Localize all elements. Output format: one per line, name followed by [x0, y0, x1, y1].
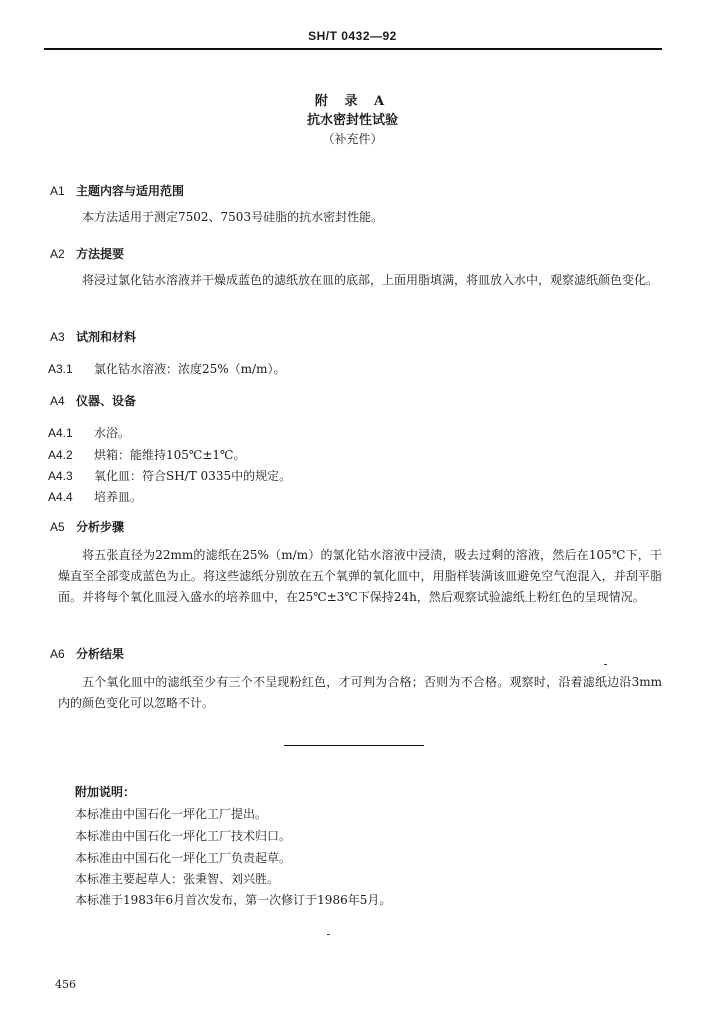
section-number: A6	[50, 647, 65, 661]
note-line: 本标准于1983年6月首次发布，第一次修订于1986年5月。	[75, 893, 392, 907]
appendix-label: 附 录 A	[314, 94, 391, 109]
section-title: 分析结果	[76, 647, 125, 661]
additional-notes-title: 附加说明：	[75, 785, 136, 799]
item-a4-1	[48, 424, 130, 441]
item-a4-4	[48, 488, 142, 505]
appendix-title: 抗水密封性试验	[306, 113, 398, 128]
section-number: A1	[50, 184, 65, 198]
header-rule	[44, 48, 662, 50]
item-a4-3	[48, 467, 291, 484]
section-heading-a5	[50, 518, 124, 535]
item-number: A3.1	[48, 362, 73, 376]
section-number: A4	[50, 394, 65, 408]
paragraph-a1: 本方法适用于测定7502、7503号硅脂的抗水密封性能。	[82, 210, 384, 224]
page-number: 456	[55, 978, 76, 991]
item-text: 氯化钴水溶液：浓度25%（m/m）。	[94, 362, 286, 376]
section-number: A3	[50, 330, 65, 344]
scan-speck	[327, 934, 330, 935]
section-title: 仪器、设备	[76, 394, 137, 408]
note-line: 本标准由中国石化一坪化工厂技术归口。	[75, 829, 292, 843]
item-number: A4.2	[48, 448, 73, 462]
section-number: A5	[50, 520, 65, 534]
section-title: 分析步骤	[76, 520, 125, 534]
item-number: A4.1	[48, 426, 73, 440]
item-a4-2	[48, 446, 245, 463]
section-title: 试剂和材料	[76, 330, 137, 344]
section-title: 方法提要	[76, 247, 125, 261]
section-heading-a6	[50, 645, 124, 662]
item-number: A4.4	[48, 490, 73, 504]
paragraph-a2: 将浸过氯化钴水溶液并干燥成蓝色的滤纸放在皿的底部，上面用脂填满，将皿放入水中，观察滤纸颜色变化。	[82, 273, 659, 287]
section-heading-a3	[50, 328, 136, 345]
section-heading-a1	[50, 182, 184, 199]
note-line: 本标准主要起草人：张秉智、刘兴胜。	[75, 872, 280, 886]
item-a3-1	[48, 360, 285, 377]
item-text: 培养皿。	[94, 490, 143, 504]
section-heading-a2	[50, 245, 124, 262]
item-text: 烘箱：能维持105℃±1℃。	[94, 448, 246, 462]
item-text: 氧化皿：符合SH/T 0335中的规定。	[94, 469, 292, 483]
paragraph-a6: 五个氧化皿中的滤纸至少有三个不呈现粉红色，才可判为合格；否则为不合格。观察时，沿着滤纸边沿3mm内的颜色变化可以忽略不计。	[58, 675, 662, 710]
scan-speck	[604, 664, 607, 665]
item-number: A4.3	[48, 469, 73, 483]
appendix-type: （补充件）	[322, 132, 383, 146]
end-rule	[284, 745, 424, 746]
header-standard-code: SH/T 0432—92	[308, 29, 397, 43]
section-heading-a4	[50, 392, 136, 409]
paragraph-a5: 将五张直径为22mm的滤纸在25%（m/m）的氯化钴水溶液中浸渍，吸去过剩的溶液，然后在105℃下，干燥直至全部变成蓝色为止。将这些滤纸分别放在五个氧弹的氧化皿中，用脂样装满该皿避免空气泡混入，并刮平脂面。并将每个氧化皿浸入盛水的培养皿中，在25℃±3℃下保持24h，然后观察试验滤纸上粉红色的呈现情况。	[58, 548, 662, 604]
item-text: 水浴。	[94, 426, 131, 440]
note-line: 本标准由中国石化一坪化工厂提出。	[75, 807, 268, 821]
section-title: 主题内容与适用范围	[76, 184, 185, 198]
note-line: 本标准由中国石化一坪化工厂负责起草。	[75, 851, 292, 865]
section-number: A2	[50, 247, 65, 261]
